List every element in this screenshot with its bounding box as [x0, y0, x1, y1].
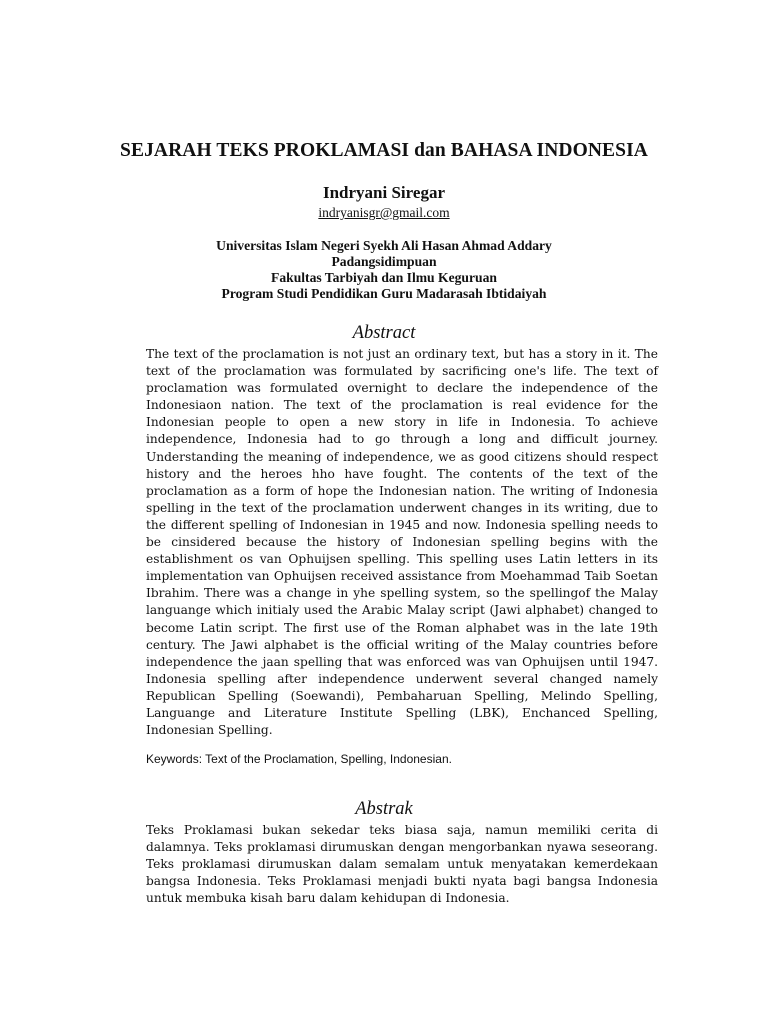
abstract-heading: Abstract [352, 323, 416, 343]
keywords: Keywords: Text of the Proclamation, Spelling, Indonesian. [146, 752, 452, 766]
affiliation-line: Universitas Islam Negeri Syekh Ali Hasan Ahmad Addary [216, 238, 552, 253]
affiliation-line: Program Studi Pendidikan Guru Madarasah Ibtidaiyah [221, 286, 547, 301]
affiliation-line: Fakultas Tarbiyah dan Ilmu Keguruan [271, 270, 497, 285]
paper-title: SEJARAH TEKS PROKLAMASI dan BAHASA INDONESIA [120, 140, 648, 161]
abstrak-text: Teks Proklamasi bukan sekedar teks biasa saja, namun memiliki cerita di dalamnya. Teks proklamasi dirumuskan dengan mengorbankan nyawa seseorang. Teks proklamasi dirumuskan dalam semalam untuk menyatakan kemerdekaan bangsa Indonesia. Teks Proklamasi menjadi bukti nyata bagi bangsa Indonesia untuk membuka kisah baru dalam kehidupan di Indonesia. [146, 823, 658, 906]
author-email[interactable]: indryanisgr@gmail.com [318, 205, 450, 220]
affiliation-line: Padangsidimpuan [331, 254, 437, 269]
abstrak-heading: Abstrak [355, 799, 413, 819]
abstract-text: The text of the proclamation is not just an ordinary text, but has a story in it. The text of the proclamation was formulated by sacrificing one's life. The text of proclamation was formulated overnight to declare the independence of the Indonesiaon nation. The text of the proclamation is real evidence for the Indonesian people to open a new story in life in Indonesia. To achieve independence, Indonesia had to go through a long and difficult journey. Understanding the meaning of independence, we as good citizens should respect history and the heroes hho have fought. The contents of the text of the proclamation as a form of hope the Indonesian nation. The writing of Indonesia spelling in the text of the proclamation underwent changes in its writing, due to the different spelling of Indonesian in 1945 and now. Indonesia spelling needs to be cinsidered because the history of Indonesian spelling begins with the establishment os van Ophuijsen spelling. This spelling uses Latin letters in its implementation van Ophuijsen received assistance from Moehammad Taib Soetan Ibrahim. There was a change in yhe spelling system, so the spellingof the Malay languange which initialy used the Arabic Malay script (Jawi alphabet) changed to become Latin script. The first use of the Roman alphabet was in the late 19th century. The Jawi alphabet is the official writing of the Malay countries before independence the jaan spelling that was enforced was van Ophuijsen until 1947. Indonesia spelling after independence underwent several changed namely Republican Spelling (Soewandi), Pembaharuan Spelling, Melindo Spelling, Languange and Literature Institute Spelling (LBK), Enchanced Spelling, Indonesian Spelling. [146, 347, 658, 738]
author-name: Indryani Siregar [322, 183, 445, 202]
affiliation-block [0, 238, 768, 302]
